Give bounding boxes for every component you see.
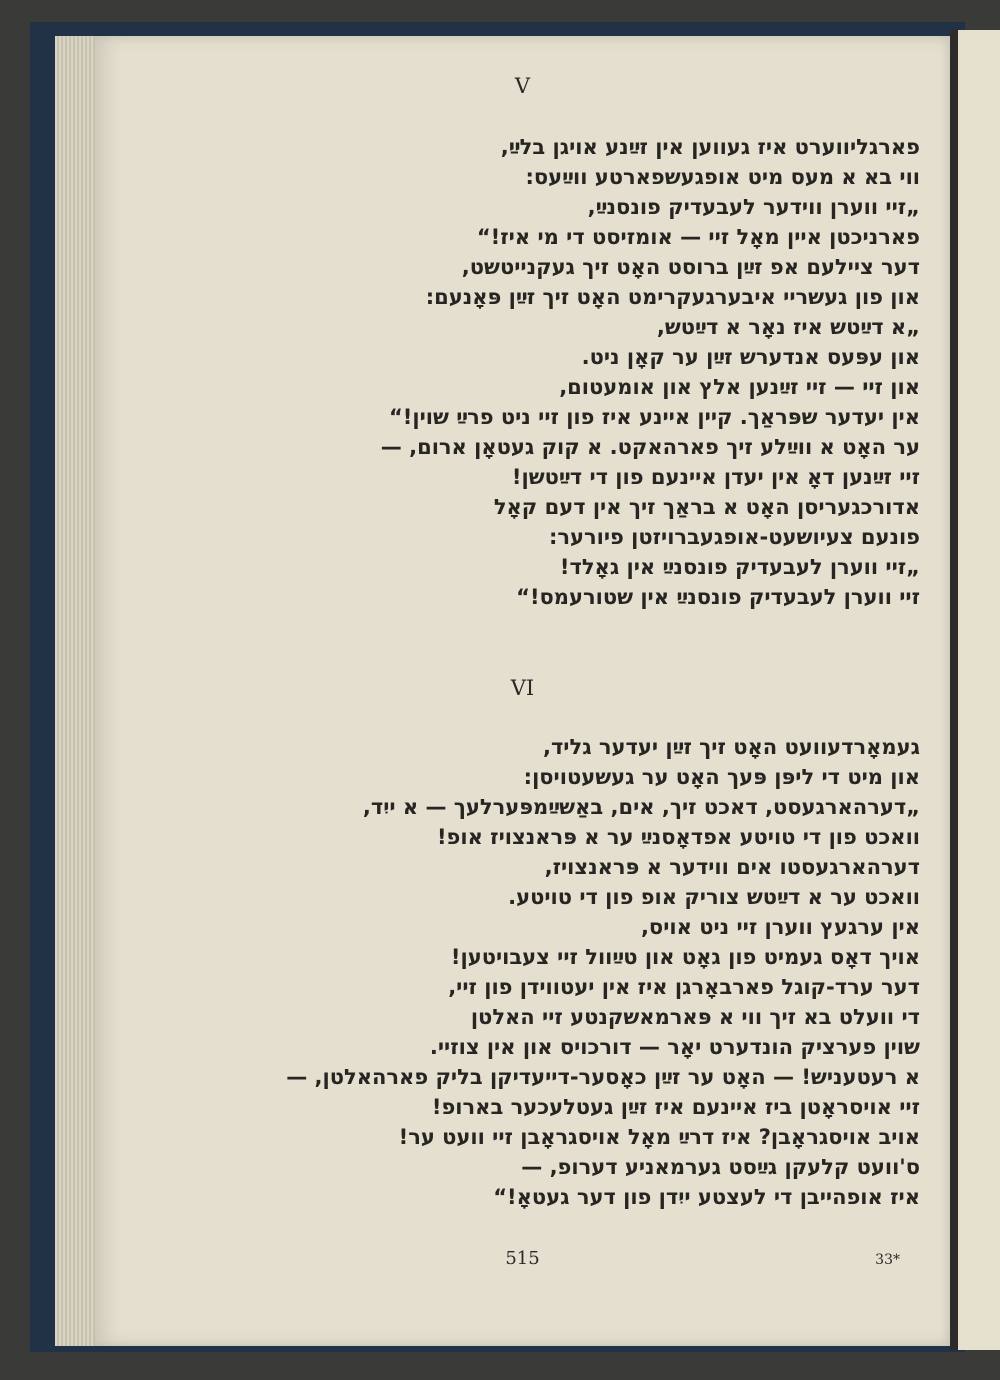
verse-line: זיי זײַנען דאָ אין יעדן איינעם פון די דײַטשן! [511,465,920,489]
verse-line: א רעטעניש! — האָט ער זײַן כאָסער-דייעדיקן בליק פארהאלטן, — [286,1065,920,1089]
verse-line: און פון געשריי איבערגעקרימט האָט זיך זײַן פּאָנעם: [425,285,920,309]
verse-line: וואכט ער א דײַטש צוריק אופ פון די טויטע. [508,885,920,909]
verse-line: שוין פערציק הונדערט יאָר — דורכויס און אין צוזיי. [429,1035,920,1059]
section-vi-text [286,732,920,1212]
section-v-text [381,132,920,612]
facing-page-strip [958,30,1000,1350]
verse-line: „זיי ווערן ווידער לעבעדיק פונסנײַ, [587,195,920,219]
verse-line: פארניכטן איין מאָל זיי — אומזיסט די מי איז!“ [476,225,920,249]
verse-line: אויב אויסגראָבן? איז דרײַ מאָל אויסגראָבן זיי וועט ער! [398,1125,920,1149]
verse-line: אין ערגעץ ווערן זיי ניט אויס, [640,915,920,939]
verse-line: ער האָט א ווײַלע זיך פארהאקט. א קוק געטאָן ארום, — [380,435,920,459]
signature-mark: 33* [875,1252,900,1268]
verse-line: „דערהארגעסט, דאכט זיך, אים, באַשײַמפּערלעך — א ייִד, [362,795,920,819]
verse-line: איז אופהייבן די לעצטע ייִדן פון דער געטאָ!“ [493,1185,920,1209]
book-page [95,36,950,1346]
verse-line: דער ציילעם אפ זײַן ברוסט האָט זיך געקנייטשט, [461,255,920,279]
verse-line: און עפּעס אנדערש זײַן ער קאָן ניט. [581,345,920,369]
verse-line: דערהארגעסטו אים ווידער א פּראנצויז, [544,855,920,879]
page-number: 515 [505,1248,540,1269]
verse-line: ווי בא א מעס מיט אופגעשפארטע ווײַעס: [525,165,920,189]
section-heading-vi: VI [510,676,535,700]
verse-line: די וועלט בא זיך ווי א פּארמאשקנטע זיי האלטן [470,1005,920,1029]
verse-line: וואכט פון די טויטע אפדאָסנײַ ער א פּראנצויז אופ! [436,825,920,849]
verse-line: ס'וועט קלעקן גײַסט גערמאניע דערופ, — [521,1155,920,1179]
verse-line: פארגליווערט איז געווען אין זײַנע אויגן בלײַ, [500,135,920,159]
verse-line: זיי אויסראָטן ביז איינעם איז זײַן געטלעכער בארופ! [431,1095,920,1119]
verse-line: אויך דאָס געמיט פון גאָט און טײַוול זיי צעבויטען! [450,945,920,969]
verse-line: „א דײַטש איז נאָר א דײַטש, [656,315,920,339]
verse-line: אין יעדער שפּראַך. קיין איינע איז פון זיי ניט פרײַ שוין!“ [388,405,920,429]
verse-line: זיי ווערן לעבעדיק פונסנײַ אין שטורעמס!“ [516,585,920,609]
verse-line: „זיי ווערן לעבעדיק פונסנײַ אין גאָלד! [559,555,920,579]
verse-line: און זיי — זיי זײַנען אלץ און אומעטום, [559,375,920,399]
verse-line: דער ערד-קוגל פארבאָרגן איז אין יעטווידן פון זיי, [448,975,920,999]
verse-line: און מיט די ליפּן פּעך האָט ער געשעטויסן: [523,765,920,789]
verse-line: פונעם צעיושעט-אופגעברויזטן פיורער: [548,525,920,549]
verse-line: געמאָרדעוועט האָט זיך זײַן יעדער גליד, [542,735,920,759]
verse-line: אדורכגעריסן האָט א בראַך זיך אין דעם קאָל [493,495,920,519]
section-heading-v: V [514,74,531,98]
